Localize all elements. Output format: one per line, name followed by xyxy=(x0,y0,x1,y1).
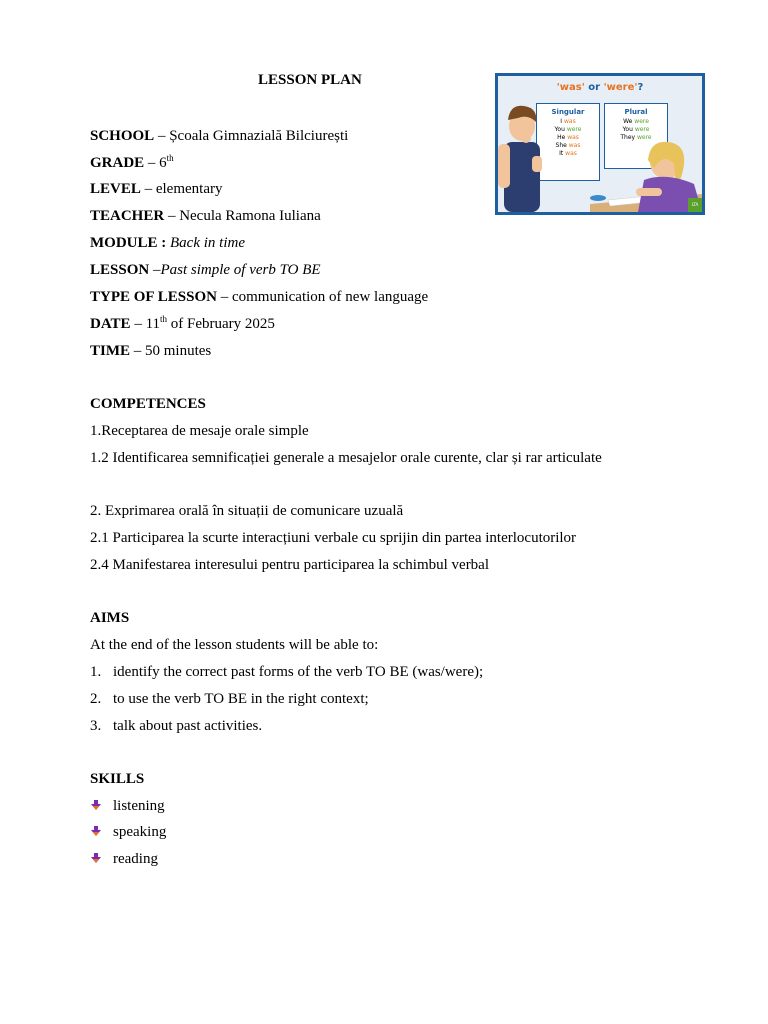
skill-item: speaking xyxy=(90,822,166,842)
document-title: LESSON PLAN xyxy=(258,72,362,88)
date-field: DATE – 11th of February 2025 xyxy=(90,314,275,332)
singular-table: Singular I was You were He was She was It was xyxy=(536,103,600,181)
time-field: TIME – 50 minutes xyxy=(90,343,212,359)
arrow-bullet-icon xyxy=(90,797,113,817)
module-field: MODULE : Back in time xyxy=(90,235,245,251)
aims-intro: At the end of the lesson students will be able to: xyxy=(90,637,379,653)
aims-heading: AIMS xyxy=(90,610,130,626)
competence-item: 1.2 Identificarea semnificației generale a mesajelor orale curente, clar și rar articulate xyxy=(90,450,602,466)
lesson-type-field: TYPE OF LESSON – communication of new language xyxy=(90,289,429,305)
aim-item: 3. talk about past activities. xyxy=(90,718,263,734)
skill-item: reading xyxy=(90,849,158,869)
aim-item: 1. identify the correct past forms of the verb TO BE (was/were); xyxy=(90,664,484,680)
arrow-bullet-icon xyxy=(90,823,113,843)
grade-field: GRADE – 6th xyxy=(90,153,174,171)
teacher-field: TEACHER – Necula Ramona Iuliana xyxy=(90,208,321,224)
school-field: SCHOOL – Școala Gimnazială Bilciurești xyxy=(90,128,349,144)
aim-item: 2. to use the verb TO BE in the right context; xyxy=(90,691,369,707)
was-were-illustration xyxy=(495,73,705,215)
children-drawing xyxy=(498,76,702,212)
plural-table: Plural We were You were They were xyxy=(604,103,668,169)
corner-tag: LTA xyxy=(688,198,702,212)
skills-heading: SKILLS xyxy=(90,771,145,787)
level-field: LEVEL – elementary xyxy=(90,181,223,197)
competences-heading: COMPETENCES xyxy=(90,396,206,412)
competence-item: 1.Receptarea de mesaje orale simple xyxy=(90,423,309,439)
competence-item: 2.4 Manifestarea interesului pentru participarea la schimbul verbal xyxy=(90,557,490,573)
arrow-bullet-icon xyxy=(90,850,113,870)
illustration-title: 'was' or 'were'? xyxy=(556,82,644,93)
lesson-field: LESSON –Past simple of verb TO BE xyxy=(90,262,321,278)
competence-item: 2.1 Participarea la scurte interacțiuni verbale cu sprijin din partea interlocutorilor xyxy=(90,530,577,546)
skill-item: listening xyxy=(90,796,165,816)
competence-item: 2. Exprimarea orală în situații de comunicare uzuală xyxy=(90,503,404,519)
